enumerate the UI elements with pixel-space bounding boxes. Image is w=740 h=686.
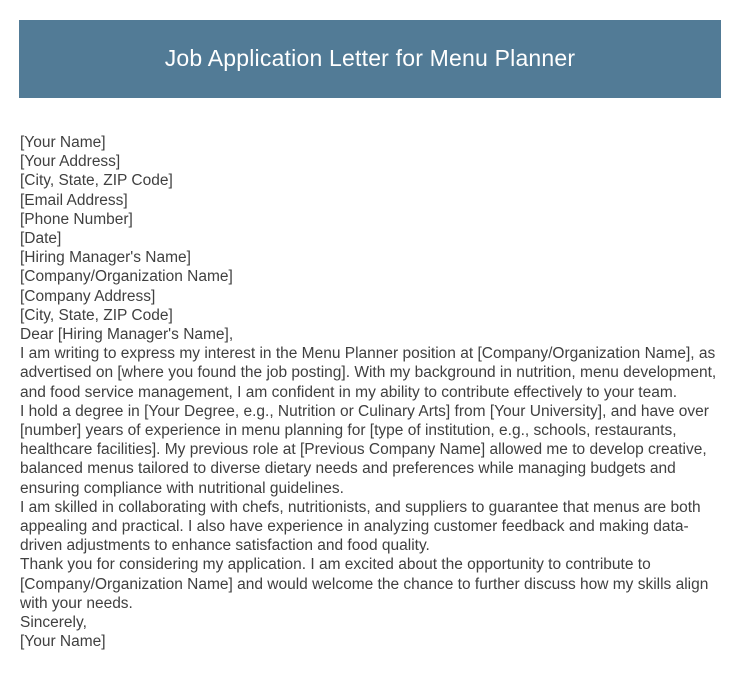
date-block (20, 229, 720, 248)
signature-block (20, 613, 720, 651)
signature-name: [Your Name] (20, 633, 106, 651)
sender-address-block (20, 133, 720, 229)
body-paragraph-3: I am skilled in collaborating with chefs, nutritionists, and suppliers to guarantee that menus are both appealing and practical. I also have experience in analyzing customer feedback and making data-driven adjustments to enhance satisfaction and food quality. (20, 498, 701, 555)
sender-line: [Your Name] (20, 134, 106, 151)
closing-line: Sincerely, (20, 614, 87, 632)
body-paragraph-4: Thank you for considering my application. I am excited about the opportunity to contribute to [Company/Organization Name] and would welcome the chance to further discuss how my skills align with your needs. (20, 556, 709, 612)
body-paragraph-2: I hold a degree in [Your Degree, e.g., Nutrition or Culinary Arts] from [Your University], and have over [number] years of experience in menu planning for [type of institution, e.g., schools, restaurants, healthcare facilities]. My previous role at [Previous Company Name] allowed me to develop creative, balanced menus tailored to diverse dietary needs and preferences while managing budgets and ensuring compliance with nutritional guidelines. (20, 402, 709, 497)
sender-line: [City, State, ZIP Code] (20, 172, 173, 190)
body-paragraph-1: I am writing to express my interest in the Menu Planner position at [Company/Organization Name], as advertised on [where you found the job posting]. With my background in nutrition, menu development, and food service management, I am confident in my ability to contribute effectively to your team. (20, 345, 717, 401)
salutation: Dear [Hiring Manager's Name], (20, 326, 234, 344)
letter-content (20, 133, 720, 651)
recipient-line: [City, State, ZIP Code] (20, 306, 173, 324)
page-title: Job Application Letter for Menu Planner (164, 45, 576, 72)
date-line: [Date] (20, 230, 62, 248)
recipient-line: [Company Address] (20, 287, 156, 305)
sender-line: [Email Address] (20, 191, 128, 209)
recipient-address-block (20, 248, 720, 325)
recipient-line: [Company/Organization Name] (20, 268, 233, 286)
sender-line: [Phone Number] (20, 210, 133, 228)
title-banner (19, 20, 721, 98)
sender-line: [Your Address] (20, 153, 121, 171)
recipient-line: [Hiring Manager's Name] (20, 249, 191, 267)
